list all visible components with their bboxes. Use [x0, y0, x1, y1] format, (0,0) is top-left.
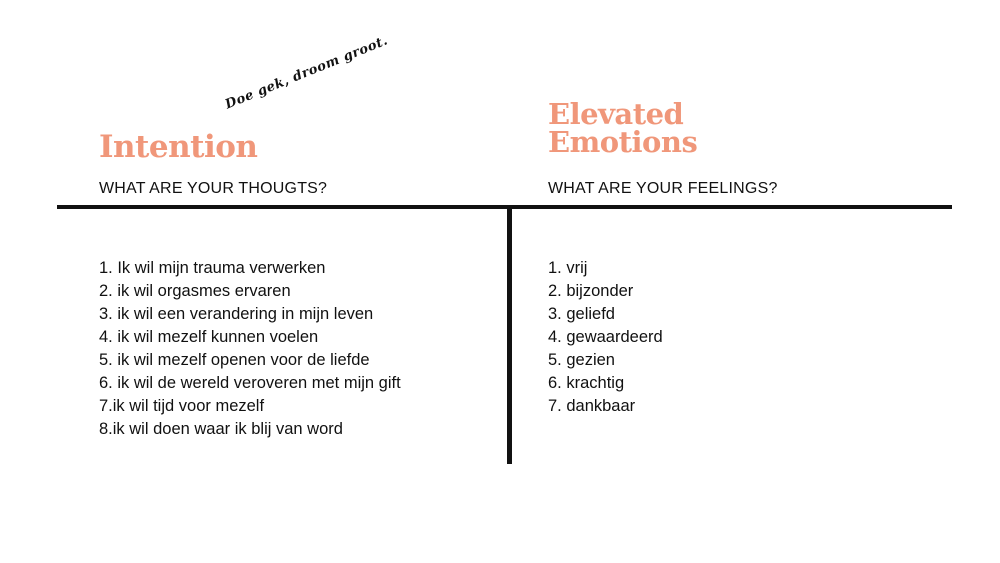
list-item: 2. ik wil orgasmes ervaren: [99, 282, 291, 300]
list-item: 1. vrij: [548, 259, 588, 277]
thoughts-list: [99, 257, 401, 441]
list-item: 3. geliefd: [548, 305, 615, 323]
list-item: 6. ik wil de wereld veroveren met mijn gift: [99, 374, 401, 392]
list-item: 1. Ik wil mijn trauma verwerken: [99, 259, 326, 277]
list-item: 5. ik wil mezelf openen voor de liefde: [99, 351, 370, 369]
list-item: 6. krachtig: [548, 374, 625, 392]
list-item: 8.ik wil doen waar ik blij van word: [99, 420, 343, 438]
tagline-handwritten: Doe gek, droom groot.: [223, 33, 391, 113]
list-item: 2. bijzonder: [548, 282, 634, 300]
question-feelings: WHAT ARE YOUR FEELINGS?: [548, 180, 778, 197]
heading-intention: Intention: [99, 129, 258, 165]
heading-elevated-emotions: Elevated Emotions: [548, 97, 698, 159]
list-item: 4. gewaardeerd: [548, 328, 663, 346]
list-item: 7.ik wil tijd voor mezelf: [99, 397, 265, 415]
vertical-divider: [507, 205, 512, 464]
list-item: 4. ik wil mezelf kunnen voelen: [99, 328, 319, 346]
list-item: 7. dankbaar: [548, 397, 636, 415]
feelings-list: [548, 257, 663, 418]
question-thoughts: WHAT ARE YOUR THOUGTS?: [99, 180, 328, 197]
list-item: 5. gezien: [548, 351, 615, 369]
list-item: 3. ik wil een verandering in mijn leven: [99, 305, 374, 323]
horizontal-divider: [57, 205, 952, 209]
